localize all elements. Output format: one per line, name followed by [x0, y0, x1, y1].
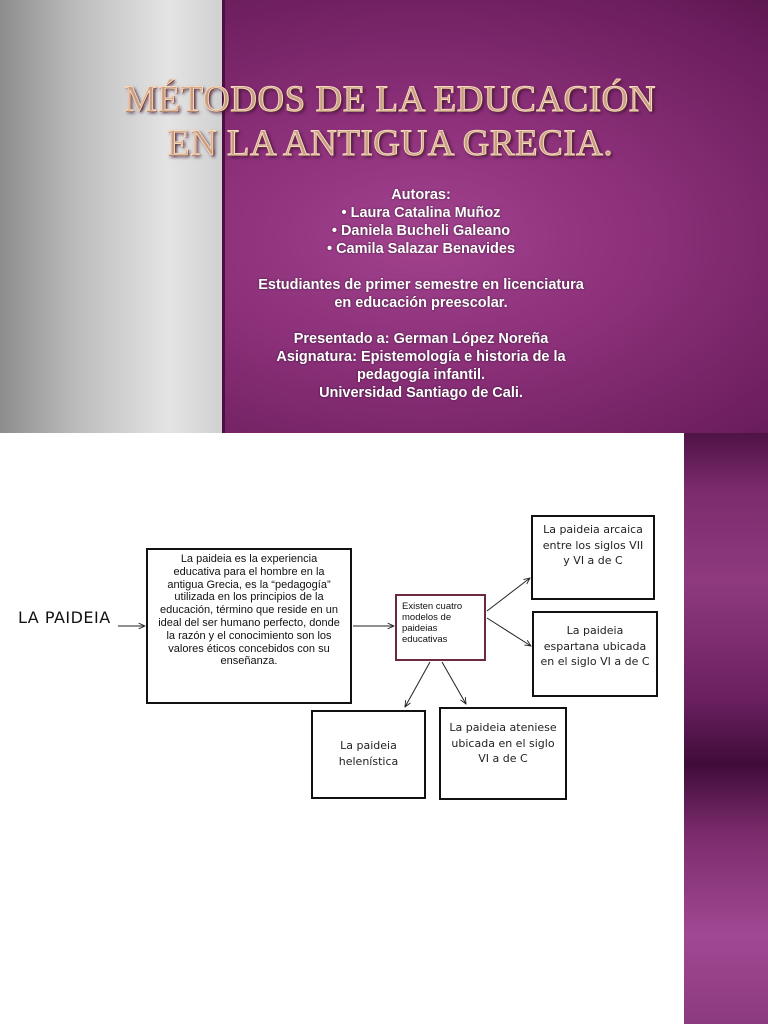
title-slide [0, 0, 768, 433]
arrow-center-to-ateniese [442, 662, 466, 704]
presented-to: Presentado a: German López Noreña [293, 331, 549, 347]
slide-right-purple-strip [684, 433, 768, 1024]
slide-title [60, 78, 720, 166]
paideia-diagram-slide [0, 433, 768, 1024]
spacer [226, 258, 616, 276]
author-item: • Laura Catalina Muñoz [226, 204, 616, 222]
students-line-1: Estudiantes de primer semestre en licenciatura [258, 277, 584, 293]
paideia-arcaica-box: La paideia arcaica entre los siglos VII y VI a de C [531, 515, 655, 600]
arrow-center-to-espartana [487, 618, 531, 646]
paideia-helenistica-box: La paideia helenística [311, 710, 426, 799]
spacer [226, 312, 616, 330]
students-line-2: en educación preescolar. [334, 295, 508, 311]
university: Universidad Santiago de Cali. [319, 385, 523, 401]
paideia-definition-box: La paideia es la experiencia educativa para el hombre en la antigua Grecia, es la “pedagogía” utilizada en los principios de la educación, término que reside en un ideal del ser humano perfecto, donde la razón y el conocimiento son los valores éticos concebidos con su enseñanza. [146, 548, 352, 704]
paideia-espartana-box: La paideia espartana ubicada en el siglo VI a de C [532, 611, 658, 697]
slide-panel-divider [222, 0, 225, 433]
diagram-root-label: LA PAIDEIA [18, 608, 111, 627]
authors-heading: Autoras: [391, 187, 451, 203]
slide-title-line-1: MÉTODOS DE LA EDUCACIÓN [124, 79, 656, 120]
four-models-box: Existen cuatro modelos de paideias educativas [395, 594, 486, 661]
slide-title-line-2: EN LA ANTIGUA GRECIA. [166, 123, 614, 164]
arrow-center-to-helenistica [405, 662, 430, 707]
author-item: • Daniela Bucheli Galeano [226, 222, 616, 240]
slide-left-gray-panel [0, 0, 224, 433]
subject-line-2: pedagogía infantil. [356, 367, 486, 383]
arrow-center-to-arcaica [487, 578, 530, 611]
paideia-ateniese-box: La paideia ateniese ubicada en el siglo VI a de C [439, 707, 567, 800]
author-item: • Camila Salazar Benavides [226, 240, 616, 258]
subject-line-1: Asignatura: Epistemología e historia de la [276, 349, 566, 365]
slide-credits [226, 186, 616, 402]
